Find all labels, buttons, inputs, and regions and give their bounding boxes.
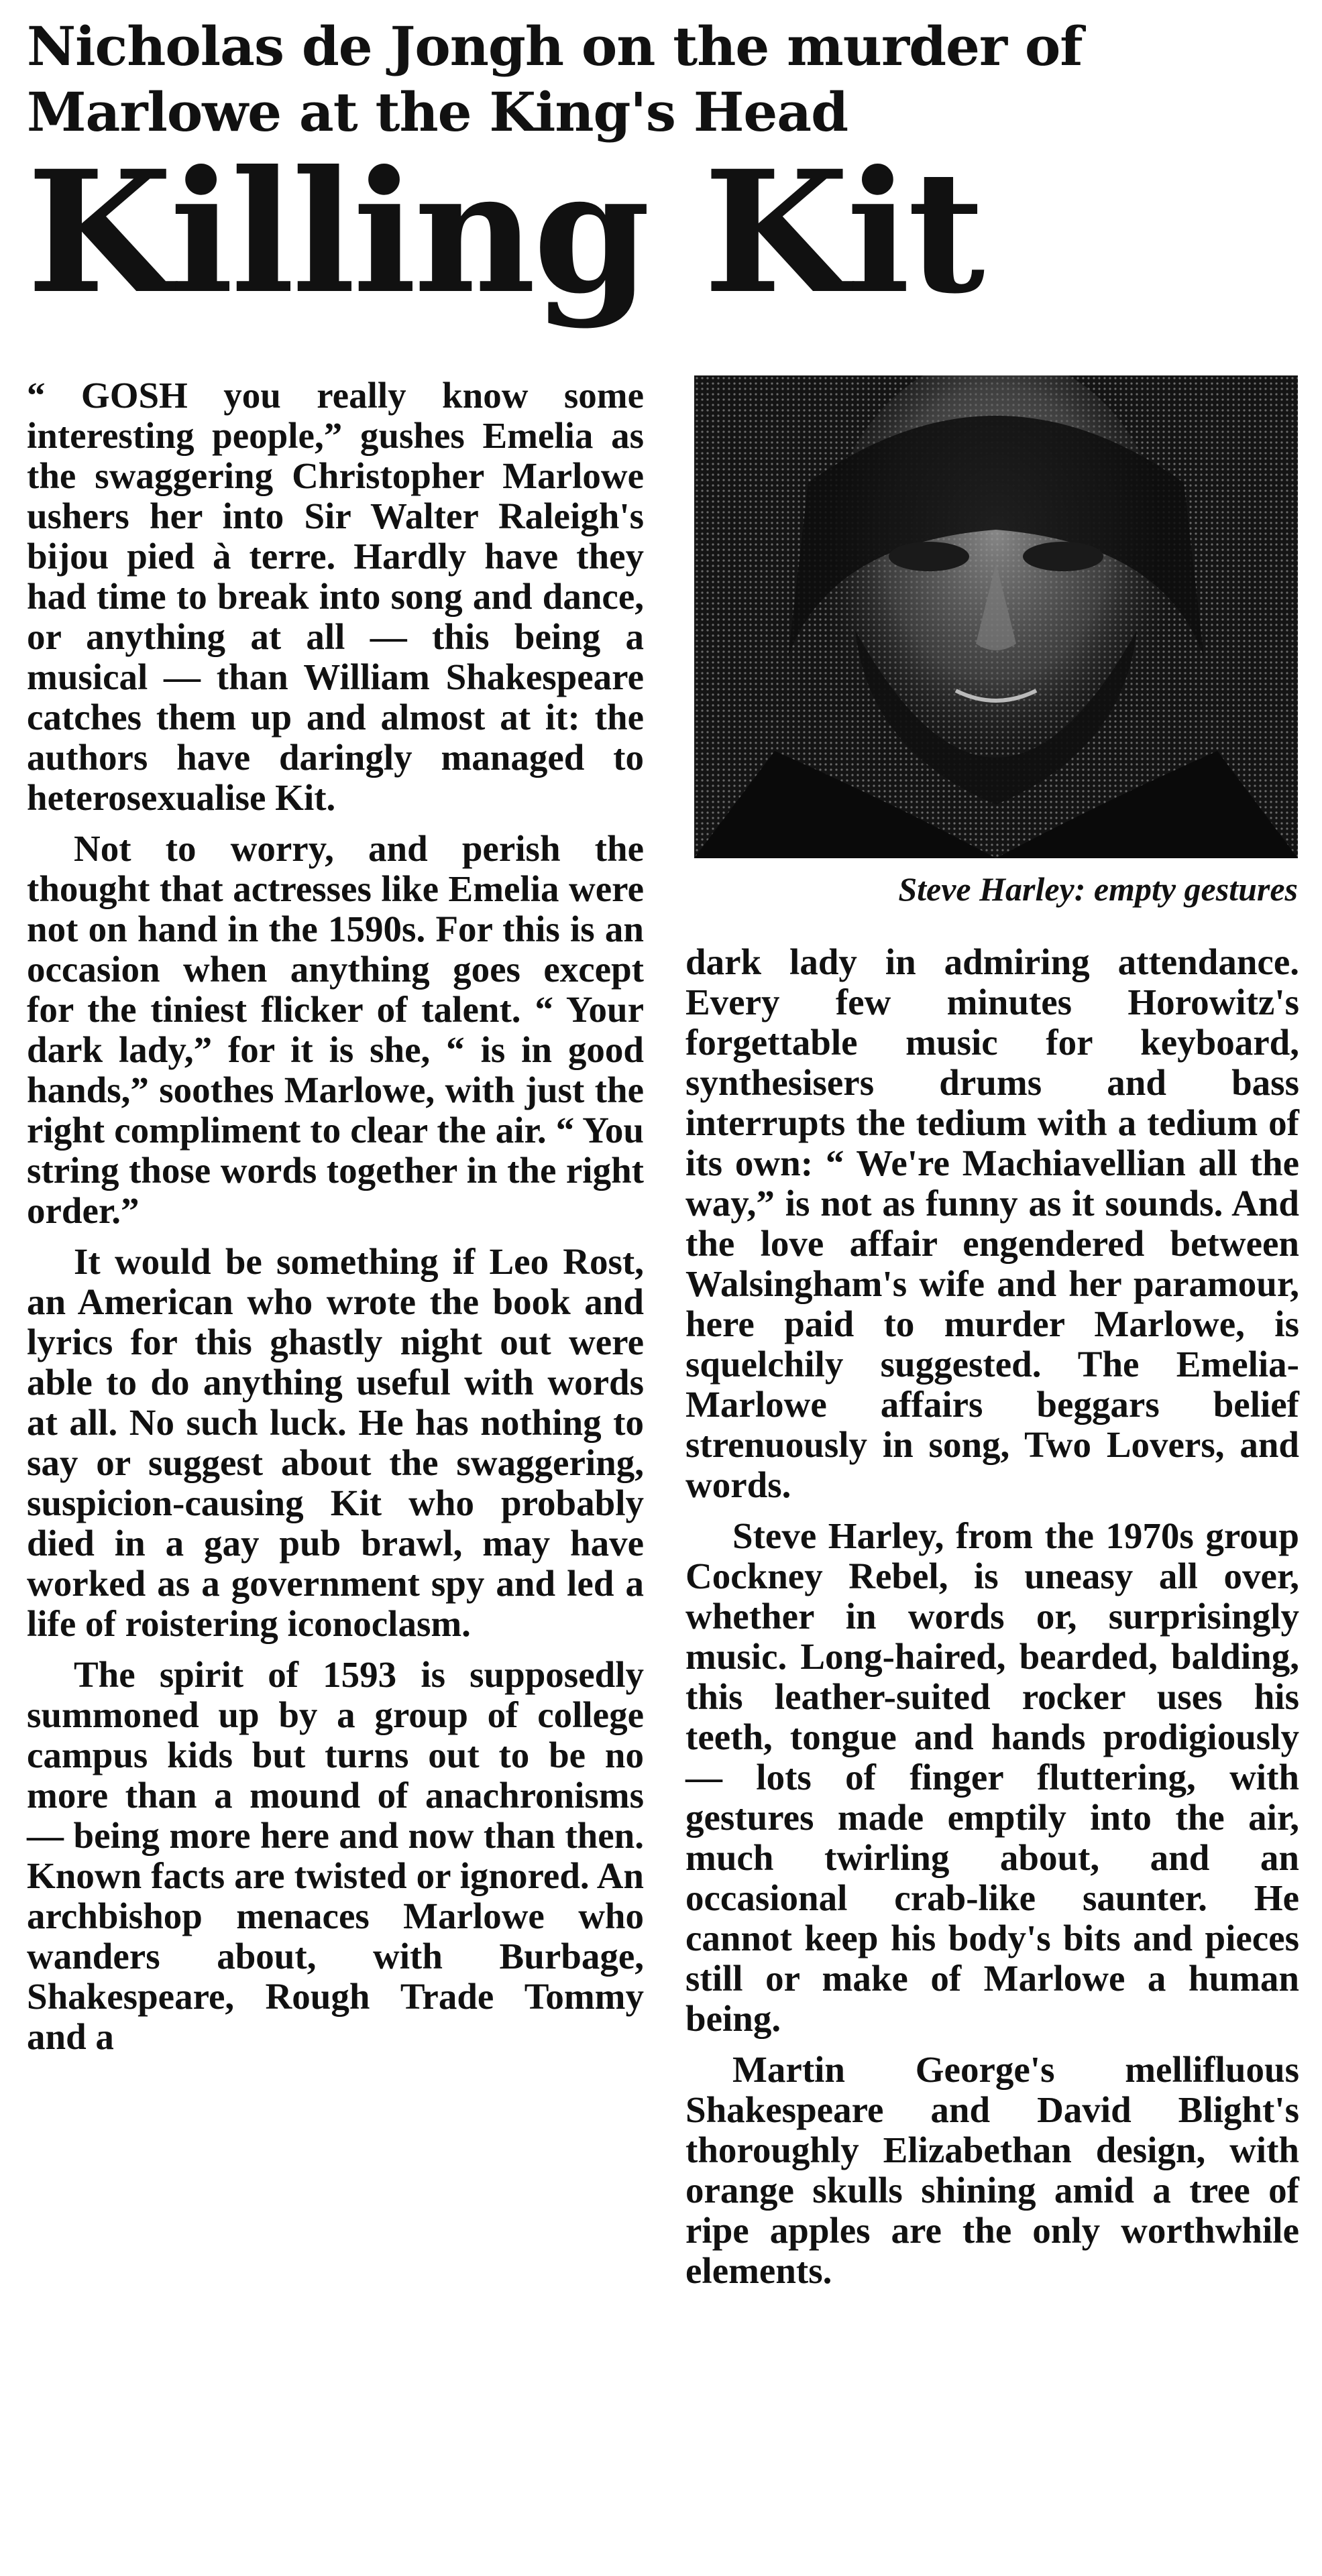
byline-kicker: Nicholas de Jongh on the murder of Marlowe at the King's Head (27, 15, 1083, 143)
paragraph: Not to worry, and perish the thought that actresses like Emelia were not on hand in the 1590s. For this is an occasion when anything goes except for the tiniest flicker of talent. “ Your dark lady,” for it is she, “ is in good hands,” soothes Marlowe, with just the right compliment to clear the air. “ You string those words together in the right order.” (27, 828, 644, 1231)
article-column-left (27, 375, 644, 2068)
paragraph: Martin George's mellifluous Shakespeare and David Blight's thoroughly Elizabethan design, with orange skulls shining amid a tree of ripe apples are the only worthwhile elements. (685, 2049, 1299, 2291)
paragraph: The spirit of 1593 is supposedly summoned up by a group of college campus kids but turns out to be no more than a mound of anachronisms — being more here and now than then. Known facts are twisted or ignored. An archbishop menaces Marlowe who wanders about, with Burbage, Shakespeare, Rough Trade Tommy and a (27, 1654, 644, 2057)
photo-caption: Steve Harley: empty gestures (898, 870, 1298, 908)
portrait-photo-icon (694, 375, 1298, 858)
article-column-right (685, 942, 1299, 2302)
photo-figure (694, 375, 1298, 909)
headline: Killing Kit (27, 133, 983, 331)
paragraph: Steve Harley, from the 1970s group Cockney Rebel, is uneasy all over, whether in words or, surprisingly music. Long-haired, bearded, balding, this leather-suited rocker uses his teeth, tongue and hands prodigiously — lots of finger fluttering, with gestures made emptily into the air, much twirling about, and an occasional crab-like saunter. He cannot keep his body's bits and pieces still or make of Marlowe a human being. (685, 1515, 1299, 2039)
paragraph: “ GOSH you really know some interesting people,” gushes Emelia as the swaggering Christopher Marlowe ushers her into Sir Walter Raleigh's bijou pied à terre. Hardly have they had time to break into song and dance, or anything at all — this being a musical — than William Shakespeare catches them up and almost at it: the authors have daringly managed to heterosexualise Kit. (27, 375, 644, 818)
paragraph: dark lady in admiring attendance. Every few minutes Horowitz's forgettable music for keyboard, synthesisers drums and bass interrupts the tedium with a tedium of its own: “ We're Machiavellian all the way,” is not as funny as it sounds. And the love affair engendered between Walsingham's wife and her paramour, here paid to murder Marlowe, is squelchily suggested. The Emelia-Marlowe affairs beggars belief strenuously in song, Two Lovers, and words. (685, 941, 1299, 1505)
paragraph: It would be something if Leo Rost, an American who wrote the book and lyrics for this ghastly night out were able to do anything useful with words at all. No such luck. He has nothing to say or suggest about the swaggering, suspicion-causing Kit who probably died in a gay pub brawl, may have worked as a government spy and led a life of roistering iconoclasm. (27, 1241, 644, 1644)
